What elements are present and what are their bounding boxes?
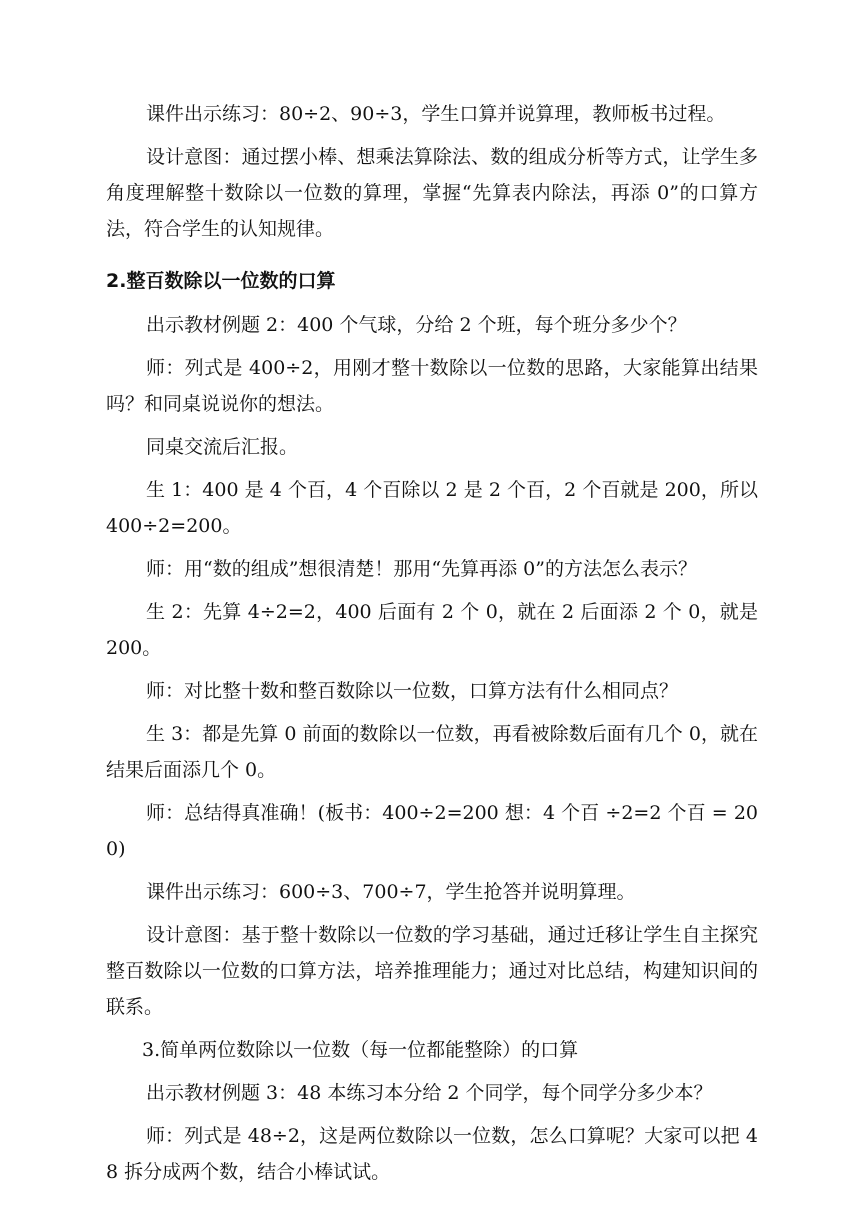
paragraph: 出示教材例题 2：400 个气球，分给 2 个班，每个班分多少个？: [146, 314, 687, 336]
paragraph: 设计意图：基于整十数除以一位数的学习基础，通过迁移让学生自主探究整百数除以一位数的口算方法，培养推理能力；通过对比总结，构建知识间的联系。: [106, 924, 758, 1018]
section-heading: 3.简单两位数除以一位数（每一位都能整除）的口算: [142, 1039, 579, 1061]
paragraph: 同桌交流后汇报。: [146, 436, 299, 458]
section-heading: 2.整百数除以一位数的口算: [106, 270, 336, 292]
paragraph: 师：列式是 48÷2，这是两位数除以一位数，怎么口算呢？大家可以把 48 拆分成两个数，结合小棒试试。: [106, 1125, 758, 1183]
paragraph: 师：对比整十数和整百数除以一位数，口算方法有什么相同点？: [146, 680, 679, 702]
paragraph: 师：用“数的组成”想很清楚！那用“先算再添 0”的方法怎么表示？: [146, 558, 697, 580]
paragraph: 生 1：400 是 4 个百，4 个百除以 2 是 2 个百，2 个百就是 200，所以 400÷2=200。: [106, 479, 758, 537]
paragraph: 出示教材例题 3：48 本练习本分给 2 个同学，每个同学分多少本？: [146, 1082, 713, 1104]
paragraph: 设计意图：通过摆小棒、想乘法算除法、数的组成分析等方式，让学生多角度理解整十数除以一位数的算理，掌握“先算表内除法，再添 0”的口算方法，符合学生的认知规律。: [106, 146, 758, 240]
paragraph: 生 2：先算 4÷2=2，400 后面有 2 个 0，就在 2 后面添 2 个 0，就是 200。: [106, 601, 758, 659]
paragraph: 课件出示练习：80÷2、90÷3，学生口算并说算理，教师板书过程。: [146, 103, 726, 125]
paragraph: 师：列式是 400÷2，用刚才整十数除以一位数的思路，大家能算出结果吗？和同桌说说你的想法。: [106, 357, 758, 415]
paragraph: 师：总结得真准确！(板书：400÷2=200 想：4 个百 ÷2=2 个百 = 200): [106, 802, 758, 860]
document-body: [106, 96, 758, 1197]
paragraph: 生 3：都是先算 0 前面的数除以一位数，再看被除数后面有几个 0，就在结果后面添几个 0。: [106, 723, 758, 781]
paragraph: 课件出示练习：600÷3、700÷7，学生抢答并说明算理。: [146, 881, 636, 903]
